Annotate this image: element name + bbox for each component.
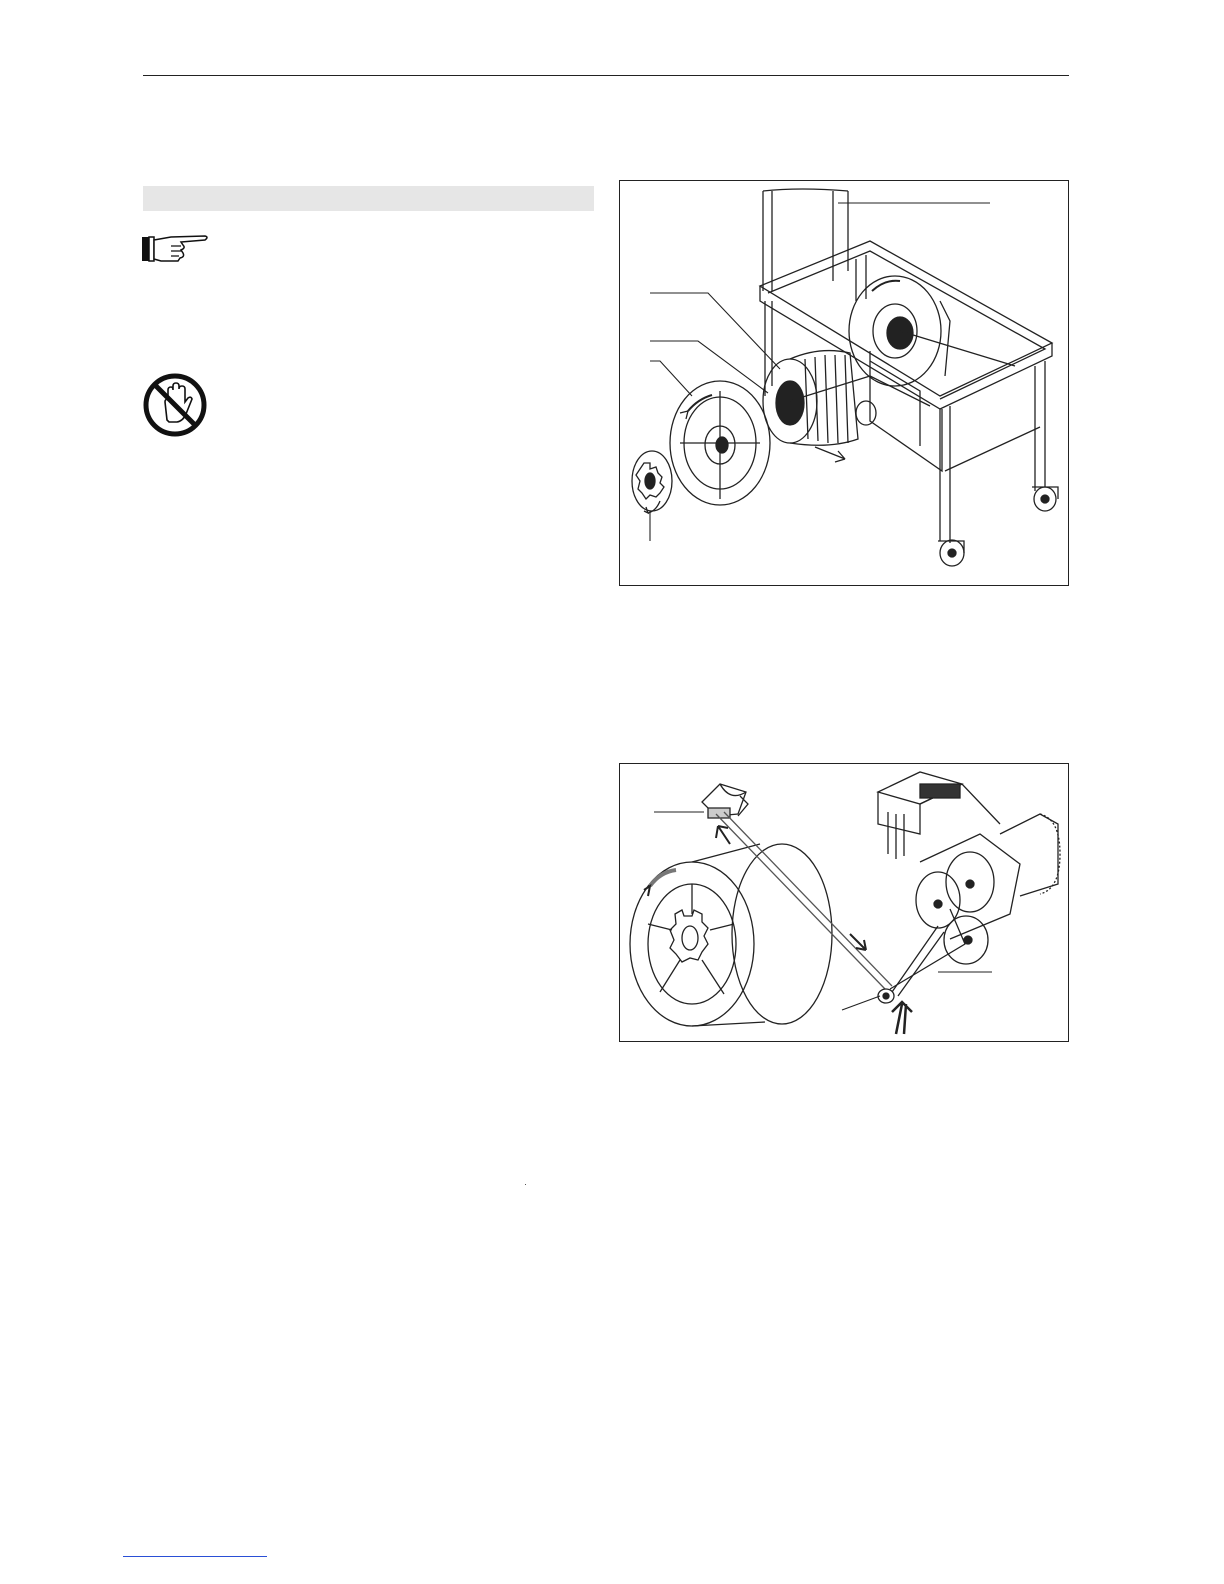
header-rule (143, 75, 1069, 76)
pointing-hand-icon (141, 232, 211, 266)
no-gloves-icon (141, 372, 209, 438)
callout-leader-lines (650, 203, 990, 541)
stray-mark (525, 1184, 526, 1185)
strap-feed-head (878, 772, 1060, 964)
figure-strap-coil-loading (619, 180, 1069, 586)
machine-upright-post (763, 189, 848, 291)
footer-link-underline[interactable] (123, 1556, 267, 1557)
figure-strap-threading (619, 763, 1069, 1042)
locking-star-disc (632, 451, 672, 513)
strap-reel (630, 844, 832, 1026)
machine-casters (856, 401, 1058, 566)
section-heading-bar (143, 186, 594, 211)
machine-frame (760, 241, 1052, 543)
callout-leader-lines (654, 812, 992, 1010)
strap-path (716, 812, 965, 989)
tension-roller-arm (878, 926, 944, 1034)
reel-side-disc (670, 381, 770, 505)
